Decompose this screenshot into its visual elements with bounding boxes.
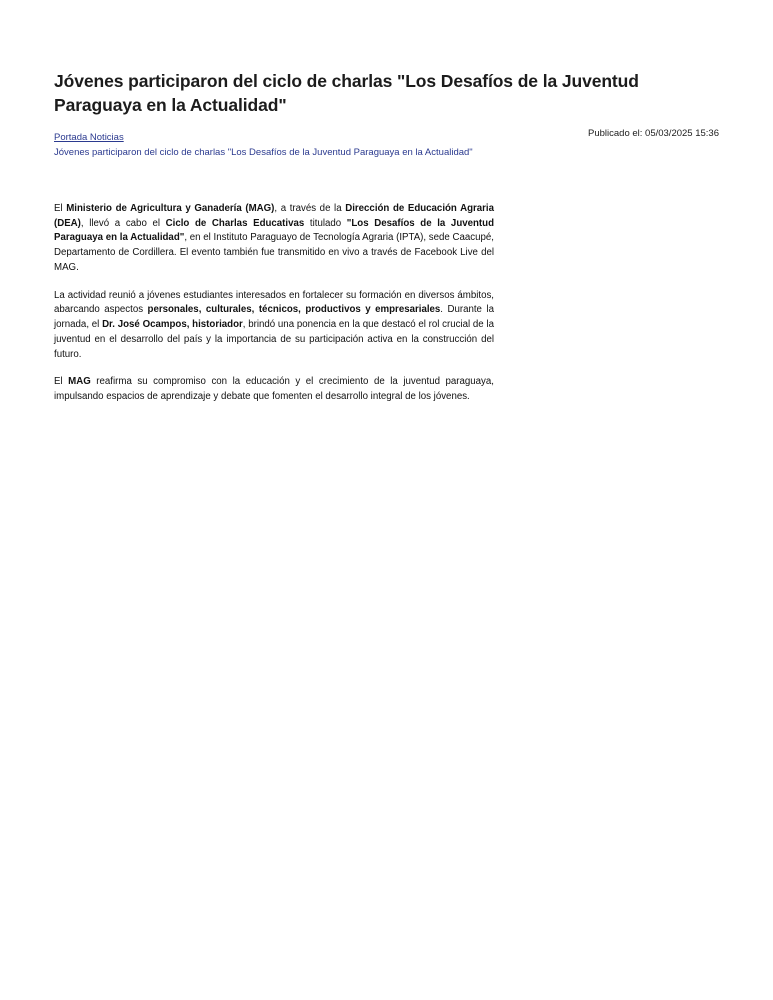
article-paragraph: El Ministerio de Agricultura y Ganadería (MAG), a través de la Dirección de Educación Agraria (DEA), llevó a cabo el Ciclo de Charlas Educativas titulado "Los Desafíos de la Juventud Paraguaya en la Actualidad", en el Instituto Paraguayo de Tecnología Agraria (IPTA), sede Caacupé, Departamento de Cordillera. El evento también fue transmitido en vivo a través de Facebook Live del MAG. [54,203,495,273]
breadcrumb [54,127,473,160]
article-body [54,202,494,405]
page-title: Jóvenes participaron del ciclo de charlas "Los Desafíos de la Juventud Paraguaya en la Actualidad" [54,71,639,115]
breadcrumb-link-portada-noticias[interactable]: Portada Noticias [54,132,124,144]
article-meta [54,127,719,160]
breadcrumb-current-title: Jóvenes participaron del ciclo de charlas "Los Desafíos de la Juventud Paraguaya en la Actualidad" [54,147,473,159]
article-paragraph: La actividad reunió a jóvenes estudiantes interesados en fortalecer su formación en diversos ámbitos, abarcando aspectos personales, culturales, técnicos, productivos y empresariales. Durante la jornada, el Dr. José Ocampos, historiador, brindó una ponencia en la que destacó el rol crucial de la juventud en el desarrollo del país y la importancia de su participación activa en la construcción del futuro. [54,289,494,360]
article-paragraph: El MAG reafirma su compromiso con la educación y el crecimiento de la juventud paraguaya, impulsando espacios de aprendizaje y debate que fomenten el desarrollo integral de los jóvenes. [54,376,494,403]
published-date: Publicado el: 05/03/2025 15:36 [588,128,719,140]
